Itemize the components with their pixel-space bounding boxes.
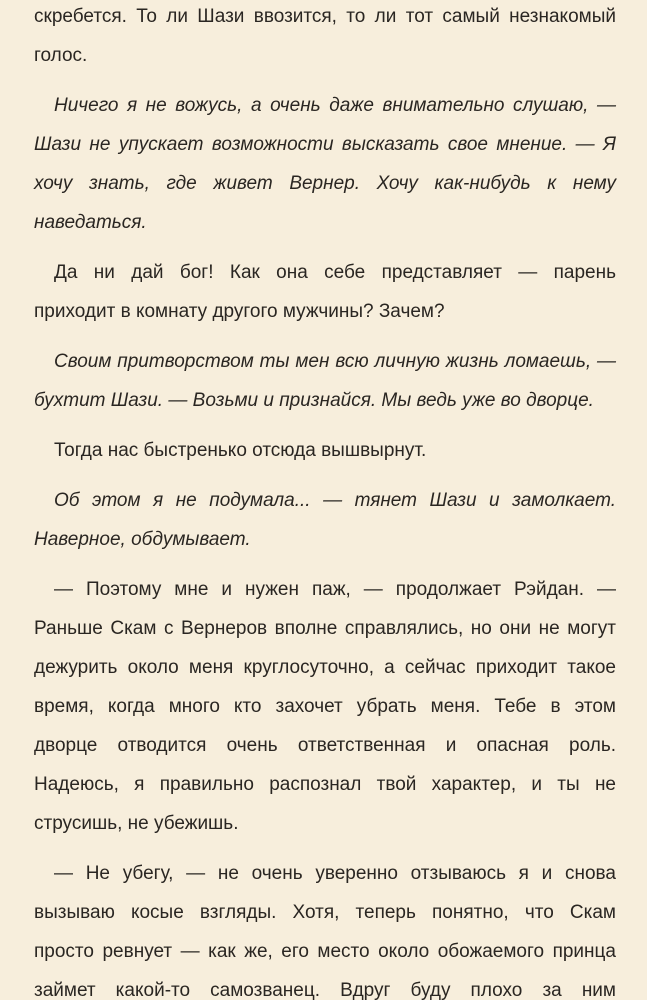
text-line: наведаться. [34, 212, 147, 233]
text-line: — Поэтому мне и нужен паж, — продолжает Рэйдан. — [54, 579, 616, 600]
text-line: Тогда нас быстренько отсюда вышвырнут. [54, 440, 427, 461]
text-line: бухтит Шази. — Возьми и признайся. Мы ведь уже во дворце. [34, 390, 594, 411]
text-line: Об этом я не подумала... — тянет Шази и замолкает. [54, 490, 616, 511]
paragraph [34, 854, 616, 1000]
text-line: скребется. То ли Шази ввозится, то ли тот самый незнакомый [34, 6, 616, 27]
text-line: дворце отводится очень ответственная и опасная роль. [34, 735, 616, 756]
paragraph [34, 570, 616, 843]
text-line: струсишь, не убежишь. [34, 813, 239, 834]
text-line: просто ревнует — как же, его место около обожаемого принца [34, 941, 616, 962]
text-line: Своим притворством ты мен всю личную жизнь ломаешь, — [54, 351, 616, 372]
text-line: вызываю косые взгляды. Хотя, теперь понятно, что Скам [34, 902, 616, 923]
paragraph [34, 0, 616, 75]
text-line: хочу знать, где живет Вернер. Хочу как-нибудь к нему [34, 173, 616, 194]
text-line: Раньше Скам с Вернеров вполне справлялись, но они не могут [34, 618, 616, 639]
text-line: займет какой-то самозванец. Вдруг буду плохо за ним [34, 980, 616, 1000]
text-line: Шази не упускает возможности высказать свое мнение. — Я [34, 134, 616, 155]
text-line: Надеюсь, я правильно распознал твой характер, и ты не [34, 774, 616, 795]
paragraph [34, 431, 616, 470]
text-line: время, когда много кто захочет убрать меня. Тебе в этом [34, 696, 616, 717]
text-line: дежурить около меня круглосуточно, а сейчас приходит такое [34, 657, 616, 678]
text-line: — Не убегу, — не очень уверенно отзываюсь я и снова [54, 863, 616, 884]
paragraph-italic [34, 481, 616, 559]
text-line: приходит в комнату другого мужчины? Зачем? [34, 301, 445, 322]
paragraph-italic [34, 86, 616, 242]
paragraph-italic [34, 342, 616, 420]
text-line: Наверное, обдумывает. [34, 529, 251, 550]
text-line: Да ни дай бог! Как она себе представляет — парень [54, 262, 616, 283]
paragraph [34, 253, 616, 331]
text-line: Ничего я не вожусь, а очень даже внимательно слушаю, — [54, 95, 616, 116]
text-line: голос. [34, 45, 88, 66]
